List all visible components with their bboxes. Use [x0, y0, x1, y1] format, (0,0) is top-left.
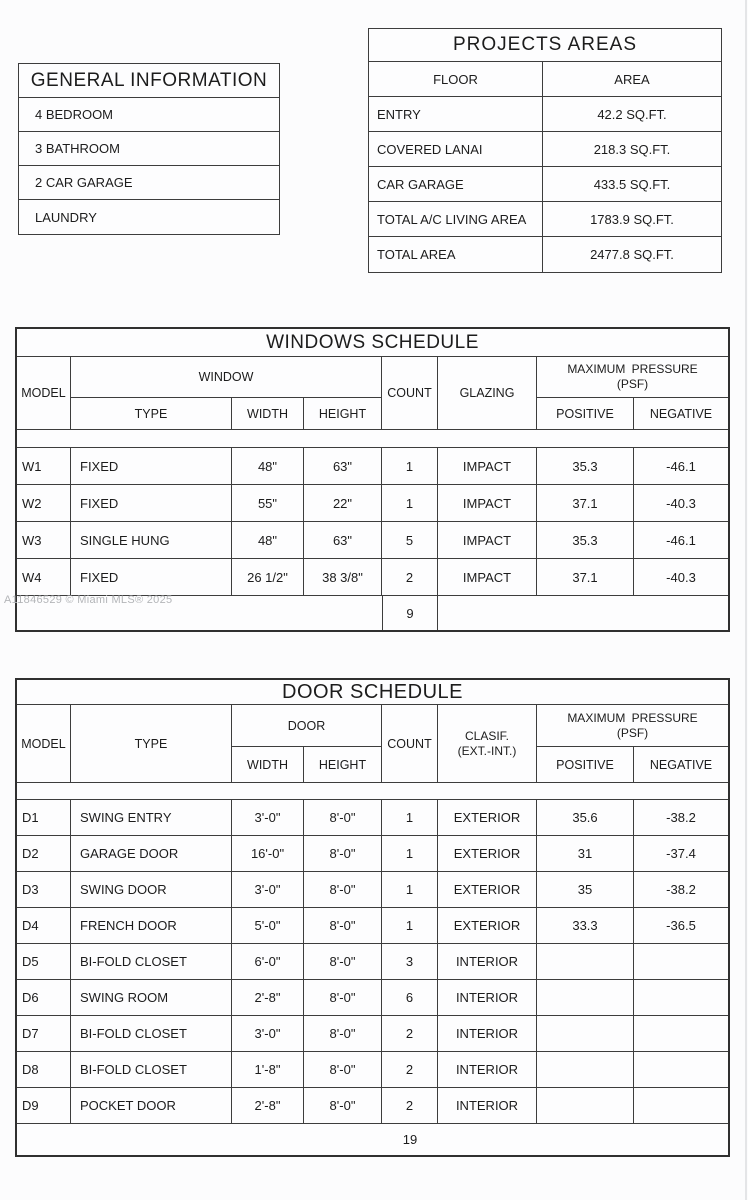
- door-type-cell: BI-FOLD CLOSET: [71, 1016, 232, 1051]
- door-clasif-cell: EXTERIOR: [438, 836, 537, 871]
- doors-total-empty-cell: [232, 1124, 304, 1155]
- window-glazing-cell: IMPACT: [438, 522, 537, 558]
- door-height-cell: 8'-0": [304, 980, 382, 1015]
- doors-total-count-cell: 19: [402, 1132, 418, 1147]
- door-model-cell: D4: [17, 908, 71, 943]
- page-edge-artifact: [745, 0, 747, 1200]
- window-glazing-cell: IMPACT: [438, 448, 537, 484]
- door-model-cell: D1: [17, 800, 71, 835]
- window-type-cell: FIXED: [71, 448, 232, 484]
- window-type-cell: SINGLE HUNG: [71, 522, 232, 558]
- door-type-cell: SWING ENTRY: [71, 800, 232, 835]
- general-information-table: [18, 63, 280, 235]
- windows-schedule-header: [17, 357, 728, 430]
- projects-areas-row: [369, 97, 721, 132]
- window-width-cell: 48": [232, 522, 304, 558]
- area-value-cell: 433.5 SQ.FT.: [593, 176, 671, 192]
- projects-areas-row: [369, 132, 721, 167]
- general-information-item: 2 CAR GARAGE: [19, 166, 279, 200]
- door-positive-cell: 33.3: [537, 908, 634, 943]
- general-information-item: LAUNDRY: [35, 209, 97, 225]
- door-positive-cell: [537, 944, 634, 979]
- door-type-cell: GARAGE DOOR: [71, 836, 232, 871]
- height-column-header: HEIGHT: [304, 398, 382, 429]
- door-clasif-cell: EXTERIOR: [438, 800, 537, 835]
- door-width-cell: 2'-8": [232, 1088, 304, 1123]
- window-negative-cell: -40.3: [666, 495, 696, 511]
- window-model-cell: W4: [17, 559, 71, 595]
- doors-total-empty-cell: [438, 1124, 537, 1155]
- door-type-cell: BI-FOLD CLOSET: [71, 944, 232, 979]
- window-count-cell: 5: [382, 522, 438, 558]
- window-glazing-cell: IMPACT: [438, 559, 537, 595]
- door-width-cell: 3'-0": [232, 872, 304, 907]
- door-row: [17, 944, 728, 980]
- general-information-title: GENERAL INFORMATION: [19, 64, 279, 98]
- floor-name-cell: TOTAL AREA: [369, 237, 543, 272]
- type-column-header: TYPE: [71, 398, 232, 429]
- doors-total-empty-cell: [537, 1124, 634, 1155]
- width-column-header: WIDTH: [232, 398, 304, 429]
- clasif-line1: CLASIF.: [464, 728, 509, 743]
- window-height-cell: 63": [304, 448, 382, 484]
- window-negative-cell: -46.1: [666, 532, 696, 548]
- door-width-cell: 3'-0": [232, 1016, 304, 1051]
- door-height-cell: 8'-0": [304, 1052, 382, 1087]
- window-width-cell: 26 1/2": [232, 559, 304, 595]
- door-negative-cell: -38.2: [666, 882, 696, 897]
- door-clasif-cell: INTERIOR: [438, 1088, 537, 1123]
- door-clasif-cell: EXTERIOR: [438, 908, 537, 943]
- door-row: [17, 980, 728, 1016]
- door-negative-cell: -37.4: [666, 846, 696, 861]
- window-glazing-cell: IMPACT: [438, 485, 537, 521]
- area-value-cell: 218.3 SQ.FT.: [593, 141, 671, 157]
- door-count-cell: 2: [382, 1088, 438, 1123]
- window-type-cell: FIXED: [71, 559, 232, 595]
- window-positive-cell: 37.1: [537, 559, 634, 595]
- door-positive-cell: [537, 1088, 634, 1123]
- model-column-header: MODEL: [17, 705, 71, 782]
- count-column-header: COUNT: [382, 705, 438, 782]
- door-model-cell: D5: [17, 944, 71, 979]
- area-column-header: AREA: [614, 71, 650, 87]
- door-row: [17, 836, 728, 872]
- window-height-cell: 38 3/8": [304, 559, 382, 595]
- door-positive-cell: [537, 980, 634, 1015]
- empty-spacer-row: [17, 430, 728, 448]
- windows-schedule-table: [15, 327, 730, 632]
- door-positive-cell: 35.6: [537, 800, 634, 835]
- door-row: [17, 908, 728, 944]
- window-positive-cell: 35.3: [537, 448, 634, 484]
- floor-name-cell: CAR GARAGE: [369, 167, 543, 201]
- window-row: [17, 485, 728, 522]
- projects-areas-header-row: [369, 62, 721, 97]
- window-row: [17, 559, 728, 596]
- max-pressure-group-header: [537, 357, 728, 398]
- door-width-cell: 16'-0": [232, 836, 304, 871]
- door-count-cell: 2: [382, 1016, 438, 1051]
- window-negative-cell: -40.3: [666, 569, 696, 585]
- window-negative-cell: -46.1: [666, 458, 696, 474]
- positive-column-header: POSITIVE: [537, 398, 634, 429]
- door-row: [17, 1052, 728, 1088]
- door-width-cell: 3'-0": [232, 800, 304, 835]
- window-width-cell: 55": [232, 485, 304, 521]
- door-type-cell: BI-FOLD CLOSET: [71, 1052, 232, 1087]
- door-schedule-header: [17, 705, 728, 783]
- door-height-cell: 8'-0": [304, 1088, 382, 1123]
- window-type-cell: FIXED: [71, 485, 232, 521]
- general-information-item: 4 BEDROOM: [19, 98, 279, 132]
- door-height-cell: 8'-0": [304, 1016, 382, 1051]
- door-row: [17, 800, 728, 836]
- door-row: [17, 872, 728, 908]
- floor-column-header: FLOOR: [369, 62, 543, 96]
- glazing-column-header: GLAZING: [438, 357, 537, 429]
- door-schedule-title: DOOR SCHEDULE: [17, 680, 728, 705]
- door-negative-cell: [634, 1052, 728, 1087]
- door-count-cell: 1: [382, 800, 438, 835]
- height-column-header: HEIGHT: [304, 747, 382, 782]
- door-row: [17, 1088, 728, 1124]
- floor-name-cell: TOTAL A/C LIVING AREA: [369, 202, 543, 236]
- area-value-cell: 2477.8 SQ.FT.: [590, 247, 674, 262]
- door-clasif-cell: INTERIOR: [438, 1016, 537, 1051]
- window-width-cell: 48": [232, 448, 304, 484]
- negative-column-header: NEGATIVE: [649, 406, 713, 421]
- door-type-cell: POCKET DOOR: [71, 1088, 232, 1123]
- door-model-cell: D3: [17, 872, 71, 907]
- door-positive-cell: 31: [537, 836, 634, 871]
- window-model-cell: W3: [17, 522, 71, 558]
- area-value-cell: 1783.9 SQ.FT.: [590, 211, 674, 227]
- window-model-cell: W2: [17, 485, 71, 521]
- door-count-cell: 3: [382, 944, 438, 979]
- window-row: [17, 448, 728, 485]
- windows-total-right-cell: [438, 596, 728, 630]
- door-clasif-cell: INTERIOR: [438, 944, 537, 979]
- max-pressure-line1: MAXIMUM PRESSURE: [567, 710, 698, 725]
- max-pressure-line2: (PSF): [616, 725, 649, 740]
- width-column-header: WIDTH: [232, 747, 304, 782]
- floor-name-cell: COVERED LANAI: [369, 132, 543, 166]
- door-model-cell: D7: [17, 1016, 71, 1051]
- door-count-cell: 1: [382, 836, 438, 871]
- model-column-header: MODEL: [17, 357, 71, 429]
- window-group-header: WINDOW: [71, 357, 382, 398]
- window-count-cell: 1: [382, 448, 438, 484]
- door-model-cell: D6: [17, 980, 71, 1015]
- door-count-cell: 1: [382, 872, 438, 907]
- max-pressure-line1: MAXIMUM PRESSURE: [567, 362, 698, 376]
- door-schedule-table: [15, 678, 730, 1157]
- doors-total-empty-cell: [304, 1124, 382, 1155]
- doors-total-row: [17, 1124, 728, 1155]
- door-height-cell: 8'-0": [304, 872, 382, 907]
- door-height-cell: 8'-0": [304, 836, 382, 871]
- projects-areas-row: [369, 167, 721, 202]
- door-count-cell: 1: [382, 908, 438, 943]
- door-positive-cell: 35: [537, 872, 634, 907]
- door-width-cell: 2'-8": [232, 980, 304, 1015]
- door-width-cell: 1'-8": [232, 1052, 304, 1087]
- door-negative-cell: [634, 1088, 728, 1123]
- clasif-line2: (EXT.-INT.): [457, 743, 517, 758]
- window-height-cell: 63": [304, 522, 382, 558]
- door-width-cell: 5'-0": [232, 908, 304, 943]
- window-positive-cell: 37.1: [537, 485, 634, 521]
- doors-total-empty-cell: [17, 1124, 71, 1155]
- door-positive-cell: [537, 1016, 634, 1051]
- door-type-cell: SWING ROOM: [71, 980, 232, 1015]
- door-group-header: DOOR: [232, 705, 382, 747]
- door-model-cell: D8: [17, 1052, 71, 1087]
- door-count-cell: 2: [382, 1052, 438, 1087]
- window-row: [17, 522, 728, 559]
- window-height-cell: 22": [304, 485, 382, 521]
- projects-areas-table: [368, 28, 722, 273]
- door-type-cell: SWING DOOR: [71, 872, 232, 907]
- negative-column-header: NEGATIVE: [649, 757, 713, 772]
- projects-areas-row: [369, 202, 721, 237]
- doors-total-empty-cell: [71, 1124, 232, 1155]
- door-model-cell: D9: [17, 1088, 71, 1123]
- door-height-cell: 8'-0": [304, 944, 382, 979]
- area-value-cell: 42.2 SQ.FT.: [597, 106, 667, 122]
- window-positive-cell: 35.3: [537, 522, 634, 558]
- mls-watermark: A11846529 © Miami MLS® 2025: [4, 594, 173, 606]
- door-clasif-cell: INTERIOR: [438, 1052, 537, 1087]
- door-negative-cell: -36.5: [666, 918, 696, 933]
- door-negative-cell: -38.2: [666, 810, 696, 825]
- projects-areas-row: [369, 237, 721, 272]
- door-row: [17, 1016, 728, 1052]
- door-count-cell: 6: [382, 980, 438, 1015]
- floor-name-cell: ENTRY: [369, 97, 543, 131]
- door-width-cell: 6'-0": [232, 944, 304, 979]
- windows-total-count-cell: 9: [382, 596, 438, 630]
- windows-schedule-title: WINDOWS SCHEDULE: [17, 329, 728, 357]
- type-column-header: TYPE: [71, 705, 232, 782]
- door-type-cell: FRENCH DOOR: [71, 908, 232, 943]
- clasif-column-header: [438, 705, 537, 782]
- window-count-cell: 1: [382, 485, 438, 521]
- door-positive-cell: [537, 1052, 634, 1087]
- max-pressure-group-header: [537, 705, 728, 747]
- window-model-cell: W1: [17, 448, 71, 484]
- count-column-header: COUNT: [382, 357, 438, 429]
- projects-areas-title: PROJECTS AREAS: [369, 29, 721, 62]
- door-negative-cell: [634, 980, 728, 1015]
- door-model-cell: D2: [17, 836, 71, 871]
- general-information-item: 3 BATHROOM: [19, 132, 279, 166]
- door-height-cell: 8'-0": [304, 800, 382, 835]
- positive-column-header: POSITIVE: [537, 747, 634, 782]
- window-count-cell: 2: [382, 559, 438, 595]
- door-clasif-cell: EXTERIOR: [438, 872, 537, 907]
- door-height-cell: 8'-0": [304, 908, 382, 943]
- empty-spacer-row: [17, 783, 728, 800]
- door-negative-cell: [634, 944, 728, 979]
- doors-total-empty-cell: [634, 1124, 728, 1155]
- max-pressure-line2: (PSF): [616, 377, 649, 391]
- door-clasif-cell: INTERIOR: [438, 980, 537, 1015]
- door-negative-cell: [634, 1016, 728, 1051]
